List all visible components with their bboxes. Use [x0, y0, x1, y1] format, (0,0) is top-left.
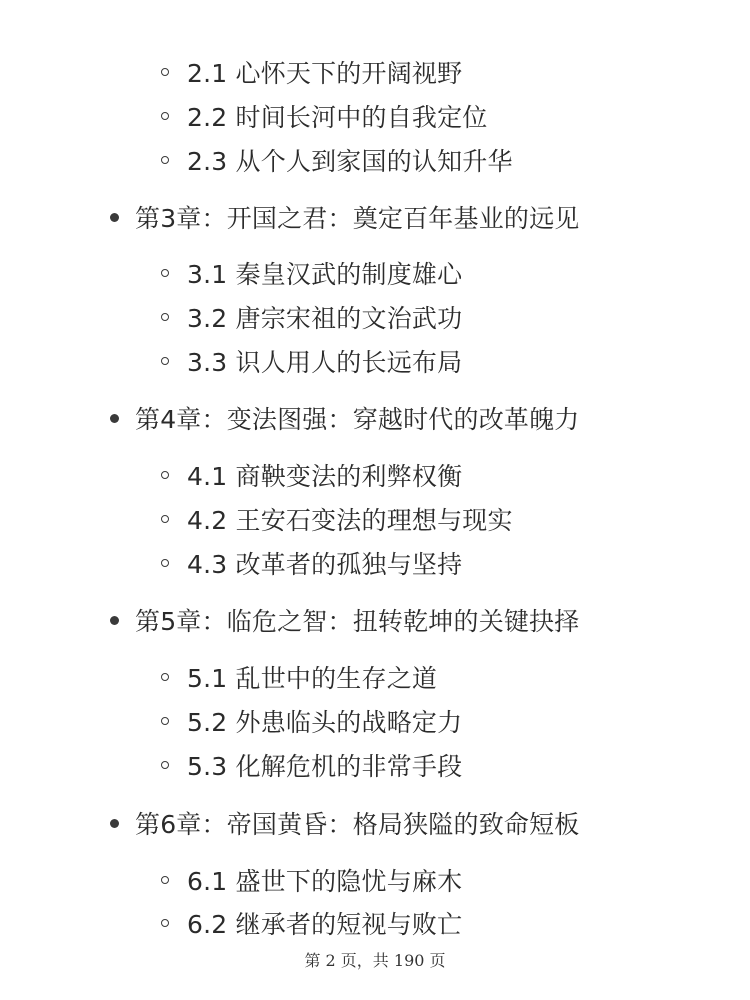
- disc-bullet-icon: [110, 819, 119, 828]
- toc-section-item: [161, 543, 462, 583]
- toc-item-text: 第6章：帝国黄昏：格局狭隘的致命短板: [135, 810, 580, 839]
- toc-section-item: [161, 745, 462, 785]
- toc-section-item: [161, 253, 462, 293]
- toc-section-item: [161, 860, 462, 900]
- toc-chapter-item: [110, 600, 580, 640]
- toc-section-item: [161, 140, 513, 180]
- toc-item-text: 3.2 唐宗宋祖的文治武功: [187, 304, 463, 333]
- disc-bullet-icon: [110, 616, 119, 625]
- toc-chapter-item: [110, 398, 580, 438]
- toc-item-text: 第4章：变法图强：穿越时代的改革魄力: [135, 405, 580, 434]
- toc-section-item: [161, 52, 462, 92]
- circle-bullet-icon: [161, 673, 169, 681]
- circle-bullet-icon: [161, 112, 169, 120]
- circle-bullet-icon: [161, 515, 169, 523]
- toc-item-text: 3.1 秦皇汉武的制度雄心: [187, 260, 463, 289]
- toc-section-item: [161, 297, 462, 337]
- toc-section-item: [161, 96, 488, 136]
- disc-bullet-icon: [110, 414, 119, 423]
- toc-section-item: [161, 657, 437, 697]
- toc-section-item: [161, 701, 462, 741]
- toc-chapter-item: [110, 197, 580, 237]
- toc-section-item: [161, 499, 513, 539]
- page-number-footer: 第 2 页，共 190 页: [304, 951, 446, 970]
- toc-item-text: 4.1 商鞅变法的利弊权衡: [187, 462, 463, 491]
- toc-item-text: 2.3 从个人到家国的认知升华: [187, 147, 513, 176]
- toc-item-text: 2.2 时间长河中的自我定位: [187, 103, 488, 132]
- circle-bullet-icon: [161, 761, 169, 769]
- toc-item-text: 4.3 改革者的孤独与坚持: [187, 550, 463, 579]
- circle-bullet-icon: [161, 919, 169, 927]
- toc-item-text: 5.2 外患临头的战略定力: [187, 708, 463, 737]
- toc-item-text: 6.2 继承者的短视与败亡: [187, 910, 463, 939]
- toc-item-text: 4.2 王安石变法的理想与现实: [187, 506, 513, 535]
- circle-bullet-icon: [161, 156, 169, 164]
- circle-bullet-icon: [161, 471, 169, 479]
- circle-bullet-icon: [161, 269, 169, 277]
- circle-bullet-icon: [161, 313, 169, 321]
- circle-bullet-icon: [161, 717, 169, 725]
- toc-item-text: 第3章：开国之君：奠定百年基业的远见: [135, 204, 580, 233]
- circle-bullet-icon: [161, 68, 169, 76]
- toc-section-item: [161, 341, 462, 381]
- toc-item-text: 3.3 识人用人的长远布局: [187, 348, 463, 377]
- toc-item-text: 2.1 心怀天下的开阔视野: [187, 59, 463, 88]
- toc-item-text: 6.1 盛世下的隐忧与麻木: [187, 867, 463, 896]
- circle-bullet-icon: [161, 559, 169, 567]
- toc-item-text: 5.3 化解危机的非常手段: [187, 752, 463, 781]
- circle-bullet-icon: [161, 357, 169, 365]
- toc-section-item: [161, 903, 462, 943]
- toc-item-text: 第5章：临危之智：扭转乾坤的关键抉择: [135, 607, 580, 636]
- disc-bullet-icon: [110, 213, 119, 222]
- circle-bullet-icon: [161, 876, 169, 884]
- toc-chapter-item: [110, 803, 580, 843]
- toc-section-item: [161, 455, 462, 495]
- toc-item-text: 5.1 乱世中的生存之道: [187, 664, 438, 693]
